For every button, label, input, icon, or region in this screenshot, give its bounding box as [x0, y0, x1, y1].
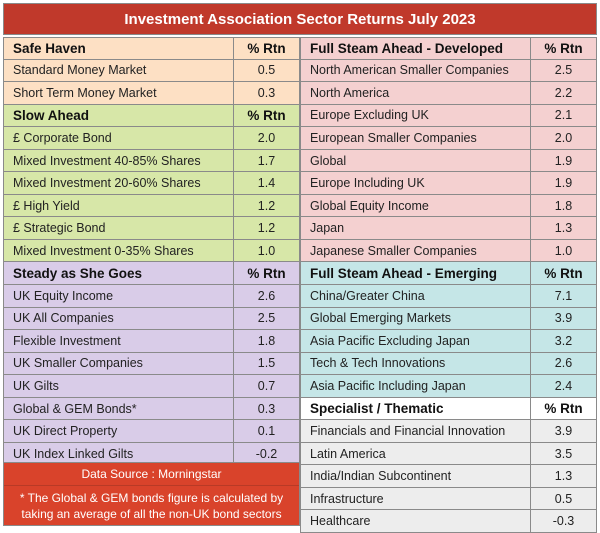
table-row	[3, 240, 300, 263]
sector-name: Japanese Smaller Companies	[301, 240, 531, 262]
sector-name: Short Term Money Market	[4, 82, 234, 104]
table-row	[3, 82, 300, 105]
table-row	[300, 172, 597, 195]
table-row	[3, 150, 300, 173]
table-row	[300, 127, 597, 150]
sector-return: 2.6	[257, 288, 276, 303]
sector-return: 3.9	[554, 424, 573, 439]
sector-name: Global Equity Income	[301, 195, 531, 217]
table-row	[3, 308, 300, 331]
sector-return: 0.3	[257, 85, 276, 100]
sector-return: 2.0	[257, 130, 276, 145]
sector-return: 1.9	[554, 176, 573, 191]
sector-name: China/Greater China	[301, 285, 531, 307]
sector-return: 1.0	[257, 243, 276, 258]
table-row	[300, 488, 597, 511]
sector-name: UK Gilts	[4, 375, 234, 397]
sector-name: Mixed Investment 40-85% Shares	[4, 150, 234, 172]
sector-return: 7.1	[554, 288, 573, 303]
sector-name: Europe Including UK	[301, 172, 531, 194]
sector-return: 0.5	[257, 63, 276, 78]
sector-return: 3.2	[554, 333, 573, 348]
sector-name: £ Strategic Bond	[4, 217, 234, 239]
sector-name: Standard Money Market	[4, 60, 234, 82]
sector-return: 2.2	[554, 85, 573, 100]
sector-name: Global	[301, 150, 531, 172]
table-row	[300, 420, 597, 443]
sector-return: 3.9	[554, 311, 573, 326]
sector-return: 2.6	[554, 356, 573, 371]
sector-name: Global & GEM Bonds*	[4, 398, 234, 420]
sector-name: North America	[301, 82, 531, 104]
table-row	[300, 330, 597, 353]
sector-return: 1.2	[257, 221, 276, 236]
sector-name: Tech & Tech Innovations	[301, 353, 531, 375]
sector-name: Mixed Investment 0-35% Shares	[4, 240, 234, 262]
sector-return: 0.5	[554, 491, 573, 506]
group-name: Specialist / Thematic	[301, 398, 531, 420]
footnote: * The Global & GEM bonds figure is calculated by taking an average of all the non-UK bond sectors	[19, 491, 284, 521]
table-row	[300, 217, 597, 240]
table-row	[300, 150, 597, 173]
value-column-header: % Rtn	[247, 40, 286, 56]
sector-name: Financials and Financial Innovation	[301, 420, 531, 442]
left-column	[3, 37, 300, 465]
table-row	[3, 353, 300, 376]
sector-name: European Smaller Companies	[301, 127, 531, 149]
sector-name: Global Emerging Markets	[301, 308, 531, 330]
sector-name: North American Smaller Companies	[301, 60, 531, 82]
table-row	[3, 127, 300, 150]
sector-return: 2.5	[257, 311, 276, 326]
table-row	[300, 105, 597, 128]
sector-return: -0.2	[255, 446, 278, 461]
table-row	[3, 172, 300, 195]
sector-name: Infrastructure	[301, 488, 531, 510]
group-header-full-steam-ahead-developed	[300, 37, 597, 60]
group-header-full-steam-ahead-emerging	[300, 262, 597, 285]
sector-return: 1.0	[554, 243, 573, 258]
sector-name: Flexible Investment	[4, 330, 234, 352]
group-name: Steady as She Goes	[4, 262, 234, 284]
value-column-header: % Rtn	[544, 401, 583, 417]
table-row	[3, 285, 300, 308]
sector-return: 1.8	[554, 198, 573, 213]
sector-return: 2.5	[554, 63, 573, 78]
sector-name: Healthcare	[301, 510, 531, 532]
table-row	[3, 330, 300, 353]
table-row	[3, 375, 300, 398]
sector-name: UK Equity Income	[4, 285, 234, 307]
sector-name: UK Direct Property	[4, 420, 234, 442]
footer-box	[3, 462, 300, 526]
sector-return: 3.5	[554, 446, 573, 461]
value-column-header: % Rtn	[544, 40, 583, 56]
table-row	[300, 308, 597, 331]
sector-name: UK All Companies	[4, 308, 234, 330]
group-header-steady-as-she-goes	[3, 262, 300, 285]
table-row	[3, 195, 300, 218]
group-name: Full Steam Ahead - Emerging	[301, 262, 531, 284]
sector-return: 2.0	[554, 130, 573, 145]
data-source-label: Data Source : Morningstar	[4, 463, 299, 486]
group-header-specialist-thematic	[300, 398, 597, 421]
table-row	[300, 443, 597, 466]
sector-return: 1.9	[554, 153, 573, 168]
sector-return: 0.3	[257, 401, 276, 416]
sector-name: Asia Pacific Excluding Japan	[301, 330, 531, 352]
sector-return: 1.5	[257, 356, 276, 371]
table-row	[300, 353, 597, 376]
group-header-slow-ahead	[3, 105, 300, 128]
group-name: Safe Haven	[4, 38, 234, 59]
table-row	[3, 60, 300, 83]
sector-name: Latin America	[301, 443, 531, 465]
table-row	[300, 195, 597, 218]
sector-name: UK Smaller Companies	[4, 353, 234, 375]
sector-return: 0.7	[257, 378, 276, 393]
sector-name: UK Index Linked Gilts	[4, 443, 234, 465]
table-row	[300, 82, 597, 105]
sector-return: 1.3	[554, 221, 573, 236]
value-column-header: % Rtn	[544, 265, 583, 281]
table-title: Investment Association Sector Returns July 2023	[3, 3, 597, 35]
sector-name: Europe Excluding UK	[301, 105, 531, 127]
table-row	[300, 465, 597, 488]
table-row	[3, 398, 300, 421]
group-name: Slow Ahead	[4, 105, 234, 127]
sector-return: -0.3	[552, 514, 575, 529]
table-row	[3, 420, 300, 443]
sector-return: 2.1	[554, 108, 573, 123]
sector-return: 1.2	[257, 198, 276, 213]
right-column	[300, 37, 597, 533]
table-row	[300, 285, 597, 308]
table-row	[300, 60, 597, 83]
sector-name: £ Corporate Bond	[4, 127, 234, 149]
value-column-header: % Rtn	[247, 107, 286, 123]
sector-name: India/Indian Subcontinent	[301, 465, 531, 487]
sector-return: 1.7	[257, 153, 276, 168]
sector-name: Asia Pacific Including Japan	[301, 375, 531, 397]
sector-return: 2.4	[554, 378, 573, 393]
sector-return: 0.1	[257, 424, 276, 439]
group-header-safe-haven	[3, 37, 300, 60]
table-row	[3, 217, 300, 240]
sector-return: 1.3	[554, 469, 573, 484]
sector-return: 1.8	[257, 333, 276, 348]
sector-name: £ High Yield	[4, 195, 234, 217]
value-column-header: % Rtn	[247, 265, 286, 281]
table-row	[300, 375, 597, 398]
sector-name: Japan	[301, 217, 531, 239]
sector-return: 1.4	[257, 176, 276, 191]
group-name: Full Steam Ahead - Developed	[301, 38, 531, 59]
sector-name: Mixed Investment 20-60% Shares	[4, 172, 234, 194]
table-row	[300, 240, 597, 263]
